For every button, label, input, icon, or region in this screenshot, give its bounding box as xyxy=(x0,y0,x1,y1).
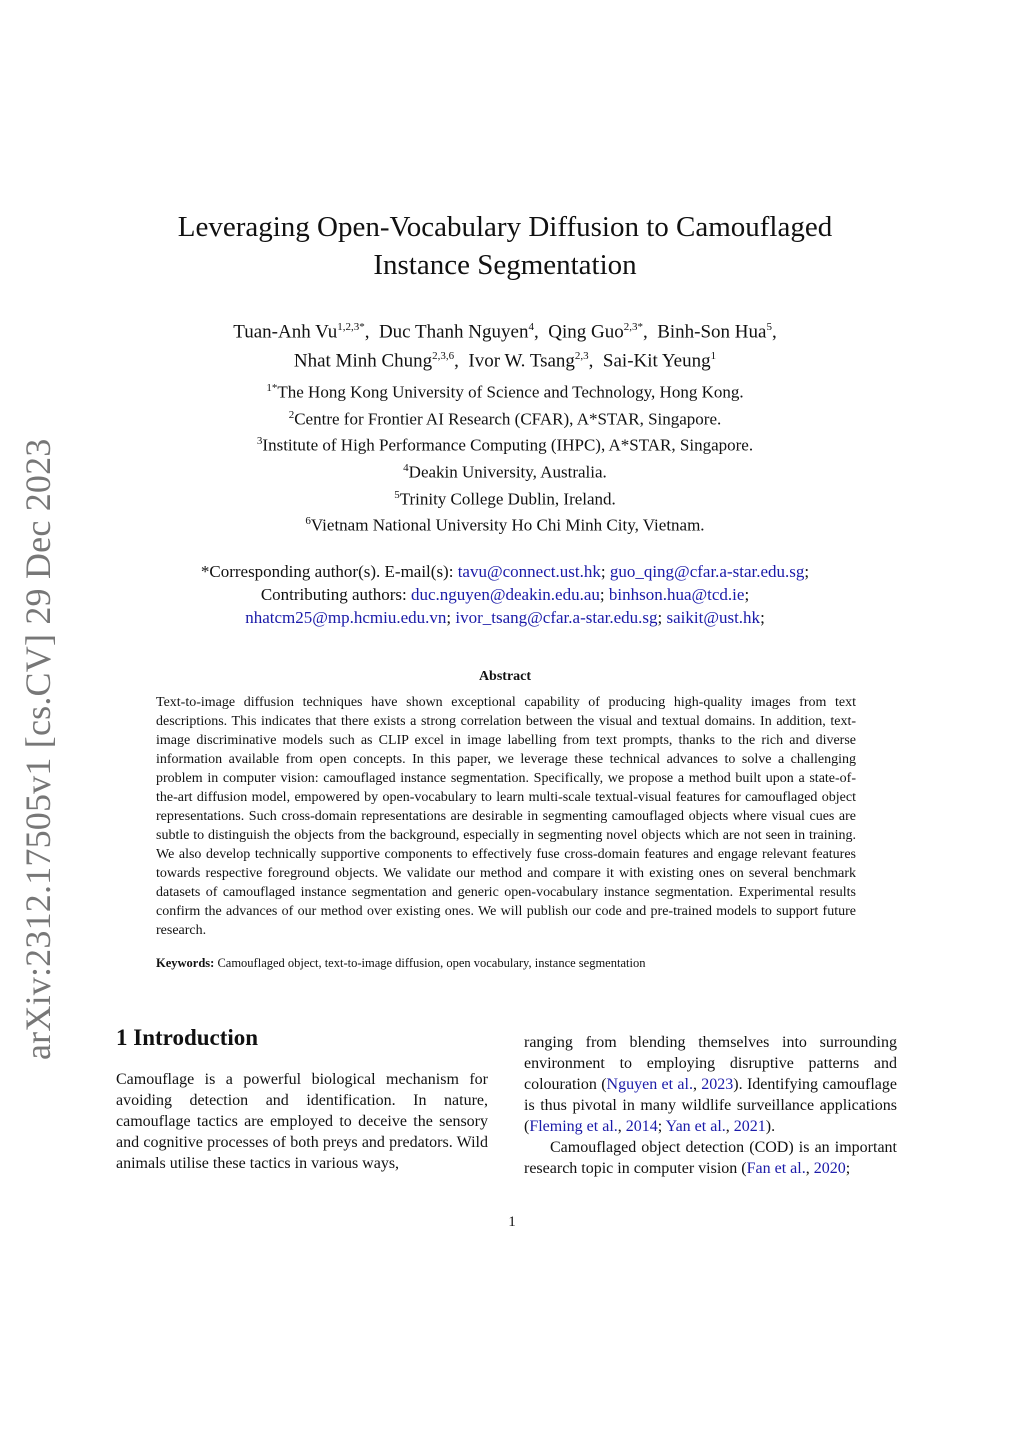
author-line-2: Nhat Minh Chung$^{2,3,6}$, Ivor W. Tsang$^{2,3}$, Sai-Kit Yeung$^1$ xyxy=(293,350,717,372)
contributing-label: Contributing authors: xyxy=(260,585,407,604)
email-link[interactable]: tavu@connect.ust.hk xyxy=(457,562,601,581)
author-affil: 2,3* xyxy=(623,321,643,333)
citation-link[interactable]: Fan et al. xyxy=(746,1160,806,1177)
section-heading-introduction: 1 Introduction xyxy=(116,1025,259,1050)
author-name: Tuan-Anh Vu xyxy=(233,321,338,343)
contributing-line-2: nhatcm25@mp.hcmiu.edu.vn; ivor_tsang@cfar.a-star.edu.sg; saikit@ust.hk; xyxy=(245,608,765,627)
intro-paragraph: Camouflaged object detection (COD) is an important research topic in computer vision (Fan et al., 2020; xyxy=(524,1139,897,1177)
author-name: Sai-Kit Yeung xyxy=(602,350,711,372)
author-affil: 5 xyxy=(766,321,772,333)
page-number: 1 xyxy=(508,1214,516,1230)
citation-link[interactable]: Yan et al. xyxy=(665,1118,726,1135)
author-name: Ivor W. Tsang xyxy=(468,350,575,372)
author-list xyxy=(100,315,910,374)
citation-link[interactable]: Nguyen et al. xyxy=(606,1076,693,1093)
author-affil: 1,2,3* xyxy=(337,321,365,333)
email-link[interactable]: nhatcm25@mp.hcmiu.edu.vn xyxy=(245,608,447,627)
intro-right-column xyxy=(524,1032,897,1179)
affiliation: $^4$Deakin University, Australia. xyxy=(403,461,607,482)
affiliation: $^2$Centre for Frontier AI Research (CFAR), A*STAR, Singapore. xyxy=(288,408,722,429)
intro-paragraph: ranging from blending themselves into surrounding environment to employing disruptive patterns and colouration (Nguyen et al., 2023). Identifying camouflage is thus pivotal in many wildlife surveillance applications (Fleming et al., 2014; Yan et al., 2021). xyxy=(524,1034,898,1135)
arxiv-stamp: arXiv:2312.17505v1 [cs.CV] 29 Dec 2023 xyxy=(18,438,58,1060)
citation-link[interactable]: 2014 xyxy=(625,1118,658,1135)
citation-link[interactable]: 2021 xyxy=(733,1118,766,1135)
contributing-line: Contributing authors: duc.nguyen@deakin.edu.au; binhson.hua@tcd.ie; xyxy=(260,585,750,604)
keywords-text: Camouflaged object, text-to-image diffusion, open vocabulary, instance segmentation xyxy=(217,956,646,970)
keywords-label: Keywords: xyxy=(156,956,215,970)
email-link[interactable]: binhson.hua@tcd.ie xyxy=(608,585,745,604)
paper-title xyxy=(100,208,910,284)
author-line-1: Tuan-Anh $Vu^{1,2,3*}$, Duc Thanh Nguyen$^4$, Qing Guo$^{2,3*}$, Binh-Son Hua$^5$, xyxy=(233,321,777,343)
corresponding-line: *Corresponding author(s). E-mail(s): tavu@connect.ust.hk; guo_qing@cfar.a-star.edu.sg; xyxy=(200,562,810,581)
email-link[interactable]: saikit@ust.hk xyxy=(666,608,761,627)
title-line-1: Leveraging Open-Vocabulary Diffusion to Camouflaged xyxy=(177,211,833,243)
author-name: Nhat Minh Chung xyxy=(293,350,433,372)
affiliation: $^5$Trinity College Dublin, Ireland. xyxy=(394,488,616,509)
email-link[interactable]: duc.nguyen@deakin.edu.au xyxy=(410,585,600,604)
citation-link[interactable]: 2023 xyxy=(701,1076,734,1093)
author-name: Qing Guo xyxy=(548,321,624,343)
keywords xyxy=(156,955,856,972)
author-name: Duc Thanh Nguyen xyxy=(378,321,529,343)
author-name: Binh-Son Hua xyxy=(657,321,767,343)
citation-link[interactable]: 2020 xyxy=(813,1160,846,1177)
affiliation: $^{1*}$The Hong Kong University of Science and Technology, Hong Kong. xyxy=(266,382,744,402)
citation-link[interactable]: Fleming et al. xyxy=(529,1118,618,1135)
title-line-2: Instance Segmentation xyxy=(373,249,637,281)
author-affil: 4 xyxy=(528,321,534,333)
contact-block xyxy=(100,560,910,629)
email-link[interactable]: guo_qing@cfar.a-star.edu.sg xyxy=(609,562,805,581)
abstract-text: Text-to-image diffusion techniques have shown exceptional capability of producing high-quality images from text descriptions. This indicates that there exists a strong correlation between the visual and textual domains. In addition, text-image discriminative models such as CLIP excel in image labelling from text prompts, thanks to the rich and diverse information available from open concepts. In this paper, we leverage these technical advances to solve a challenging problem in computer vision: camouflaged instance segmentation. Specifically, we propose a method built upon a state-of-the-art diffusion model, empowered by open-vocabulary to learn multi-scale textual-visual features for camouflaged object representations. Such cross-domain representations are desirable in segmenting camouflaged objects where visual cues are subtle to distinguish the objects from the background, especially in segmenting novel objects which are not seen in training. We also develop technically supportive components to effectively fuse cross-domain features and engage relevant features towards respective foreground objects. We validate our method and compare it with existing ones on several benchmark datasets of camouflaged instance segmentation and generic open-vocabulary instance segmentation. Experimental results confirm the advances of our method over existing ones. We will publish our code and pre-trained models to support future research. xyxy=(156,695,856,938)
author-affil: 1 xyxy=(710,350,717,363)
email-link[interactable]: ivor_tsang@cfar.a-star.edu.sg xyxy=(455,608,658,627)
affiliation: $^6$Vietnam National University Ho Chi Minh City, Vietnam. xyxy=(305,515,705,535)
affiliation: $^3$Institute of High Performance Computing (IHPC), A*STAR, Singapore. xyxy=(256,435,754,455)
affiliation-list xyxy=(100,377,910,537)
intro-left-paragraph: Camouflage is a powerful biological mechanism for avoiding detection and identification. In nature, camouflage tactics are employed to deceive the sensory and cognitive processes of both preys and predators. Wild animals utilise these tactics in various ways, xyxy=(116,1071,488,1172)
abstract-heading: Abstract xyxy=(478,669,532,684)
corresponding-label: *Corresponding author(s). E-mail(s): xyxy=(200,562,454,581)
author-affil: 2,3,6 xyxy=(432,350,455,363)
author-affil: 2,3 xyxy=(574,350,589,363)
